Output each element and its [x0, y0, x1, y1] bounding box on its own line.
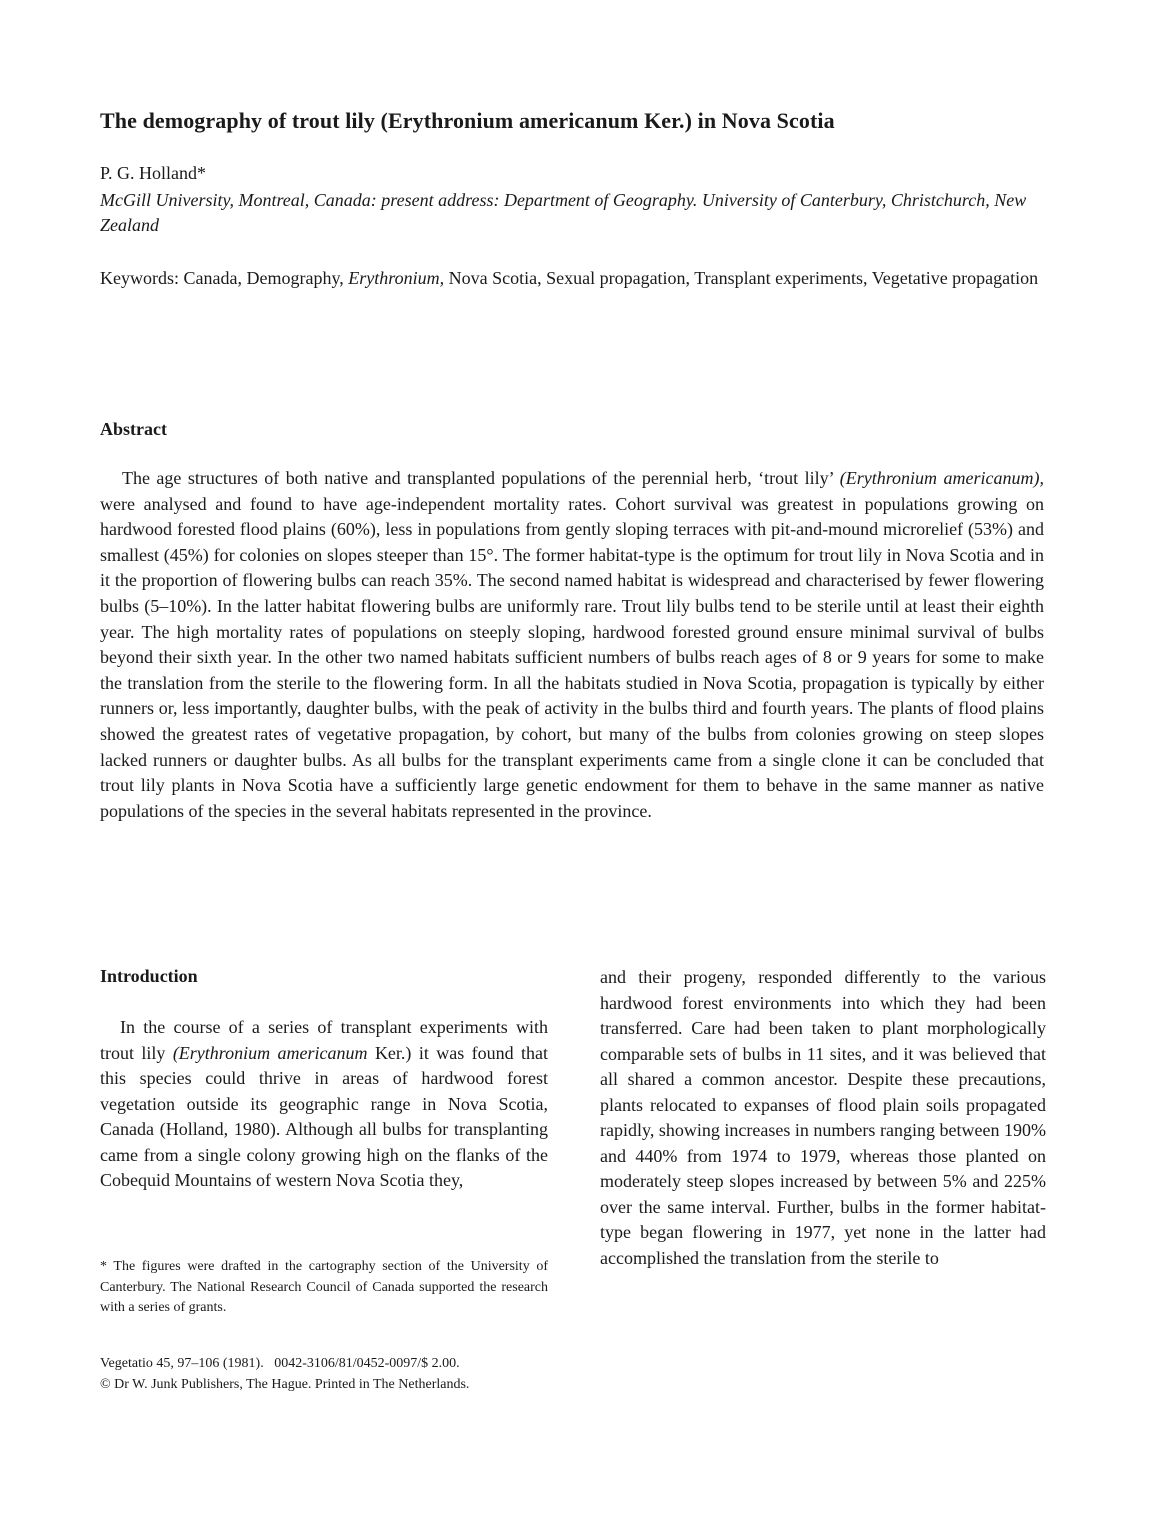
- journal-citation: [100, 1354, 580, 1395]
- footnote: * The figures were drafted in the cartography section of the University of Canterbury. The National Research Council of Canada supported the research with a series of grants.: [100, 1259, 548, 1315]
- keywords-text-2: Nova Scotia, Sexual propagation, Transplant experiments, Vegetative propagation: [448, 268, 1039, 288]
- keywords-text-1: Canada, Demography,: [183, 268, 344, 288]
- abstract-italic: (Erythronium americanum),: [839, 468, 1044, 488]
- abstract-body: [100, 466, 1044, 824]
- intro-left-text-2: Ker.) it was found that this species could thrive in areas of hardwood forest vegetation outside its geographic range in Nova Scotia, Canada (Holland, 1980). Although all bulbs for transplanting came from a single colony growing high on the flanks of the Cobequid Mountains of western Nova Scotia they,: [100, 1042, 549, 1190]
- keywords-italic: Erythronium,: [348, 268, 445, 288]
- intro-left-italic: (Erythronium americanum: [172, 1042, 368, 1063]
- introduction-left-column: [100, 1015, 548, 1194]
- introduction-heading: Introduction: [100, 966, 198, 986]
- journal-line-2: © Dr W. Junk Publishers, The Hague. Printed in The Netherlands.: [100, 1376, 470, 1392]
- author-affiliation: McGill University, Montreal, Canada: present address: Department of Geography. University of Canterbury, Christchurch, New Zealand: [100, 190, 1027, 235]
- keywords-block: [100, 266, 1050, 291]
- abstract-text-2: were analysed and found to have age-independent mortality rates. Cohort survival was greatest in populations growing on hardwood forested flood plains (60%), less in populations from gently sloping terraces with pit-and-mound microrelief (53%) and smallest (45%) for colonies on slopes steeper than 15°. The former habitat-type is the optimum for trout lily in Nova Scotia and in it the proportion of flowering bulbs can reach 35%. The second named habitat is widespread and characterised by fewer flowering bulbs (5–10%). In the latter habitat flowering bulbs are uniformly rare. Trout lily bulbs tend to be sterile until at least their eighth year. The high mortality rates of populations on steeply sloping, hardwood forested ground ensure minimal survival of bulbs beyond their sixth year. In the other two named habitats sufficient numbers of bulbs reach ages of 8 or 9 years for some to make the translation from the sterile to the flowering form. In all the habitats studied in Nova Scotia, propagation is typically by either runners or, less importantly, daughter bulbs, with the peak of activity in the bulbs third and fourth years. The plants of flood plains showed the greatest rates of vegetative propagation, by cohort, but many of the bulbs from colonies growing on steep slopes lacked runners or daughter bulbs. As all bulbs for the transplant experiments came from a single clone it can be concluded that trout lily plants in Nova Scotia have a sufficiently large genetic endowment for them to behave in the same manner as native populations of the species in the several habitats represented in the province.: [100, 493, 1044, 821]
- intro-left-text-1: In the course of a series of transplant experiments with trout lily: [100, 1017, 548, 1063]
- keywords-label: Keywords:: [100, 268, 179, 288]
- paper-title: The demography of trout lily (Erythronium americanum Ker.) in Nova Scotia: [100, 108, 835, 133]
- introduction-right-column: and their progeny, responded differently to the various hardwood forest environments into which they had been transferred. Care had been taken to plant morphologically comparable sets of bulbs in 11 sites, and it was believed that all shared a common ancestor. Despite these precautions, plants relocated to expanses of flood plain soils propagated rapidly, showing increases in numbers ranging between 190% and 440% from 1974 to 1979, whereas those planted on moderately steep slopes increased by between 5% and 225% over the same interval. Further, bulbs in the former habitat-type began flowering in 1977, yet none in the latter had accomplished the translation from the sterile to: [600, 967, 1046, 1268]
- author-name: P. G. Holland*: [100, 163, 207, 183]
- abstract-text-1: The age structures of both native and transplanted populations of the perennial herb, ‘trout lily’: [122, 468, 834, 488]
- journal-line-1: Vegetatio 45, 97–106 (1981). 0042-3106/81/0452-0097/$ 2.00.: [100, 1356, 460, 1371]
- abstract-heading: Abstract: [100, 419, 167, 439]
